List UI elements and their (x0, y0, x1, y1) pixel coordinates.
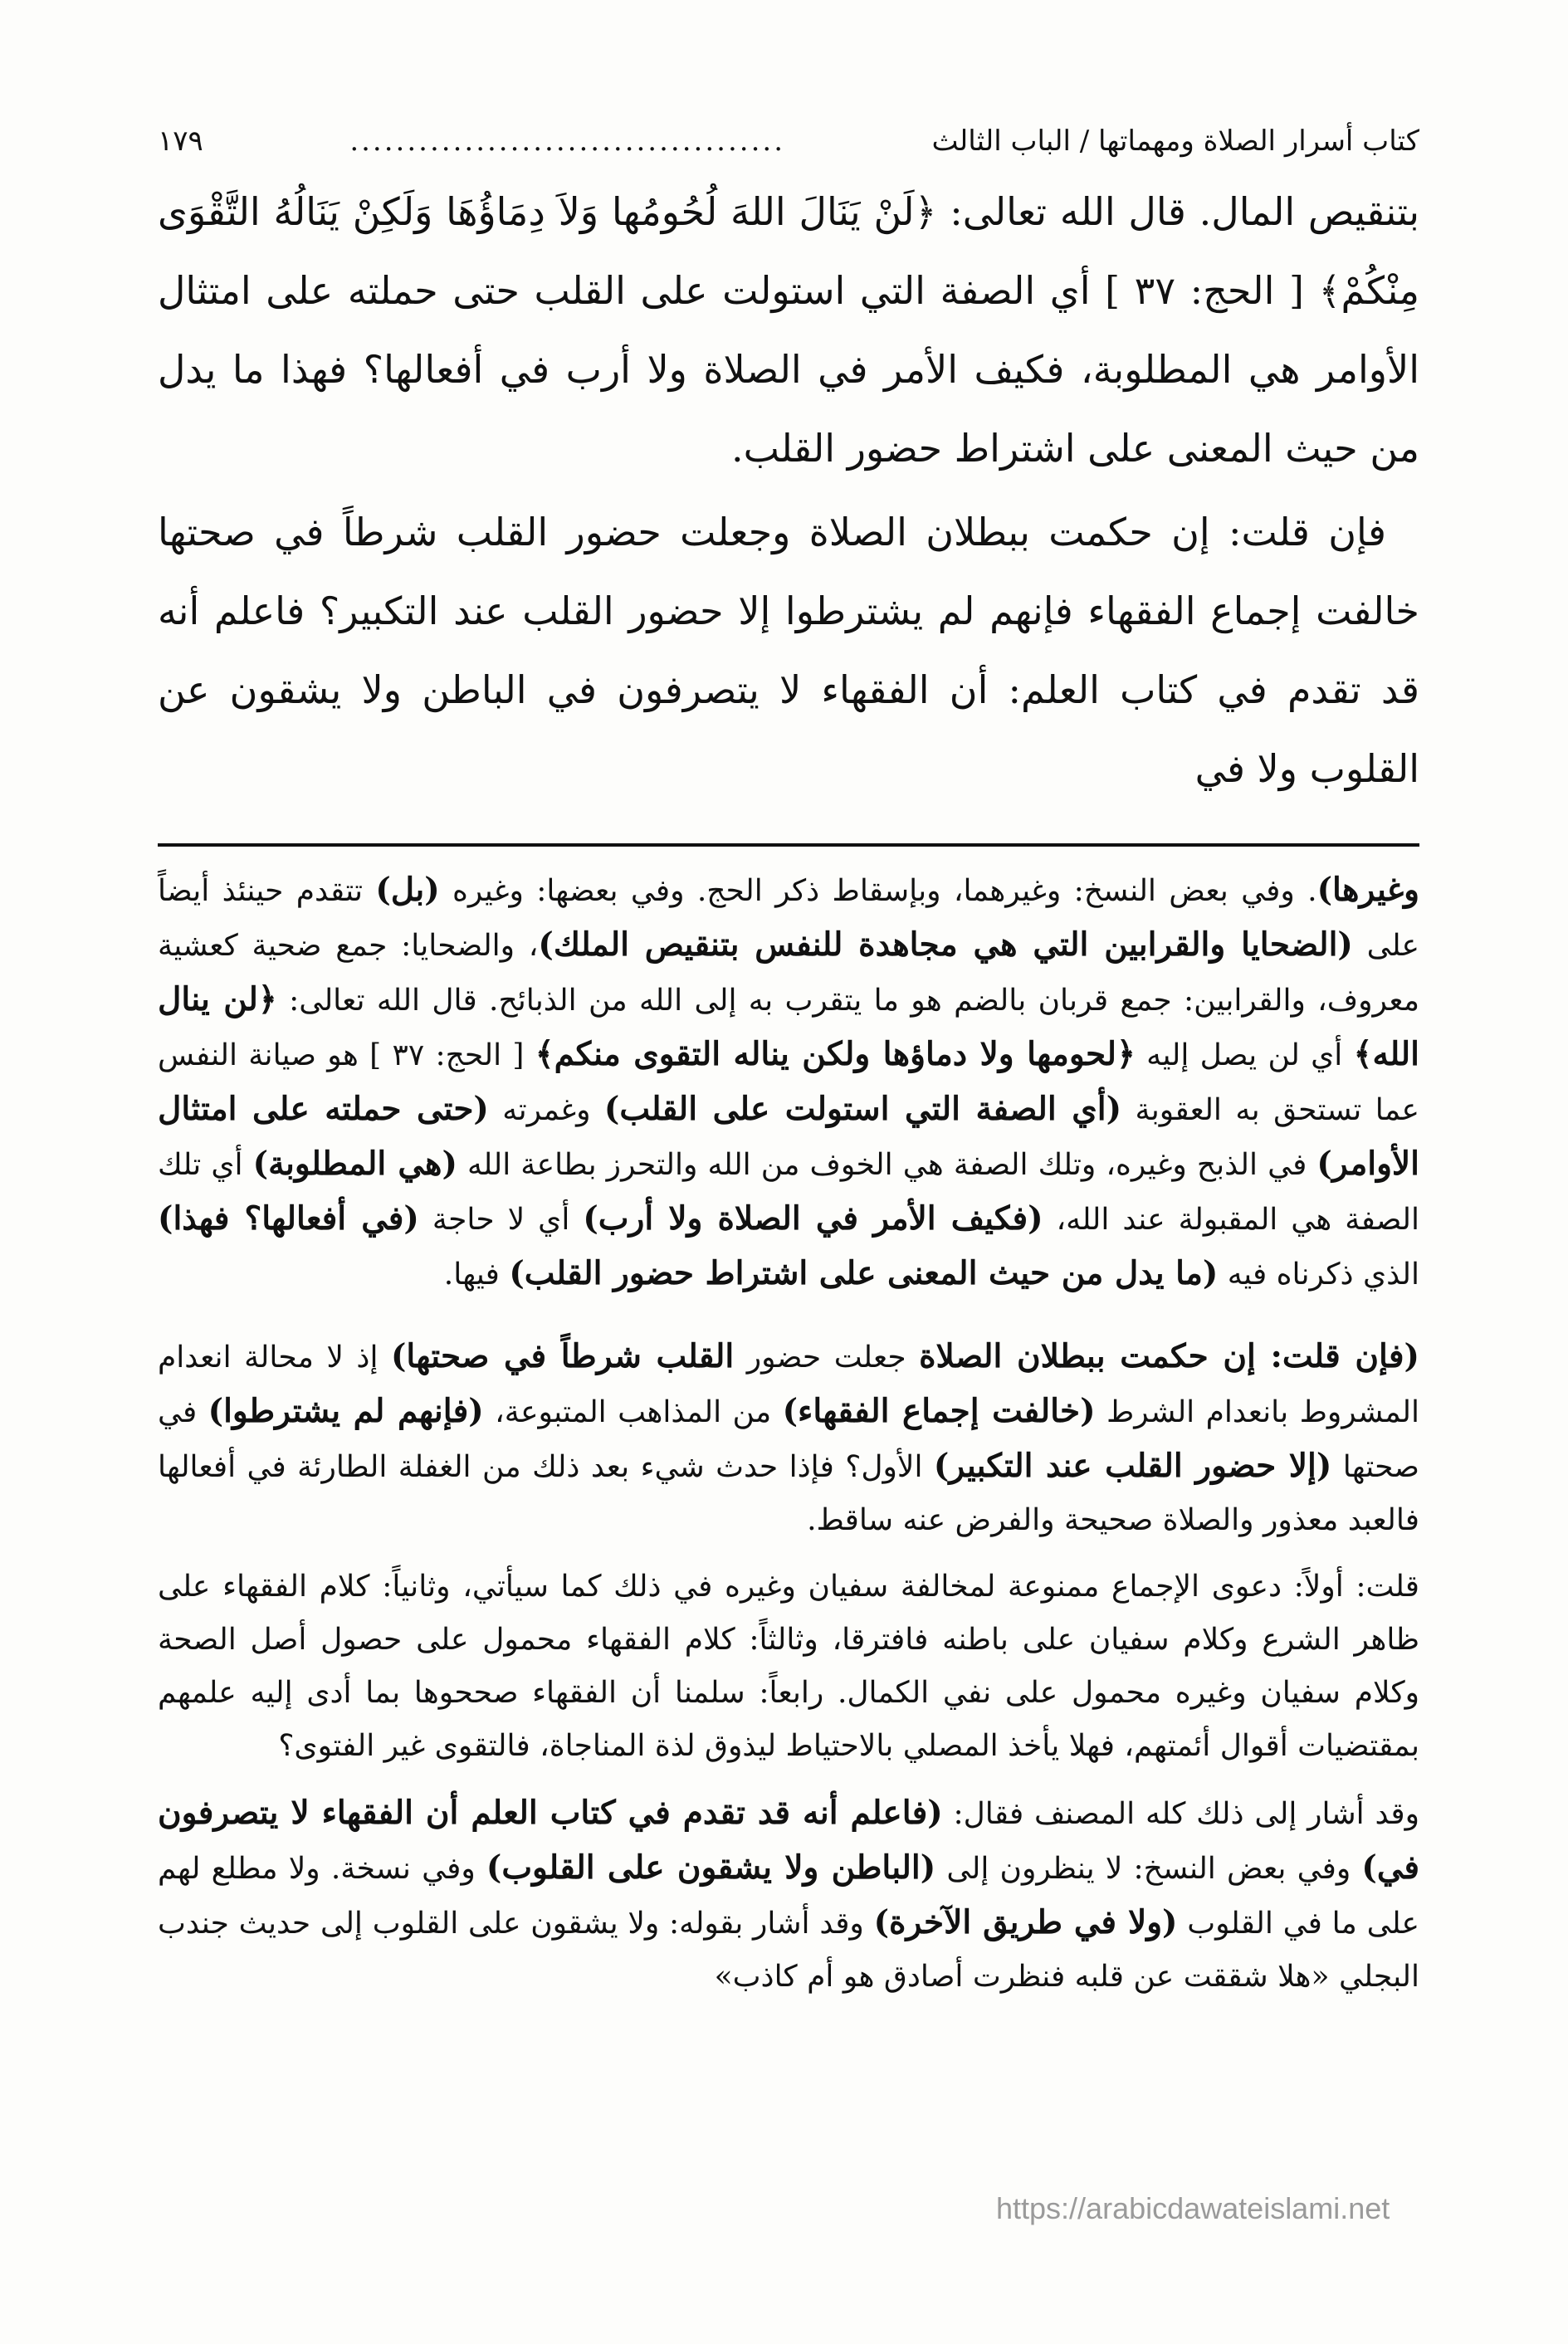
book-page (158, 125, 1419, 2004)
commentary-paragraph-1 (158, 863, 1419, 1301)
main-p1-rest: [ الحج: ٣٧ ] أي الصفة التي استولت على القلب حتى حملته على امتثال الأوامر هي المطلوبة، فكيف الأمر في الصلاة ولا أرب في أفعالها؟ فهذا ما يدل من حيث المعنى على اشتراط حضور القلب. (158, 268, 1419, 471)
commentary-text: إذ لا محالة انعدام المشروط بانعدام الشرط (158, 1340, 1420, 1429)
commentary-quoted-text: (فكيف الأمر في الصلاة ولا أرب) (583, 1199, 1043, 1238)
commentary (158, 863, 1419, 2004)
commentary-quoted-text: (الضحايا والقرابين التي هي مجاهدة للنفس بتنقيص الملك) (538, 925, 1353, 964)
commentary-text: وغمرته (488, 1093, 604, 1127)
header-dots: ...................................... (349, 125, 786, 158)
commentary-quoted-text: (ما يدل من حيث المعنى على اشتراط حضور القلب) (509, 1254, 1219, 1292)
main-paragraph-1 (158, 173, 1419, 488)
commentary-quoted-text: القلب شرطاً في صحتها) (390, 1337, 735, 1375)
main-p1-lead: بتنقيص المال. قال الله تعالى: (936, 189, 1419, 234)
commentary-text: جعلت حضور (734, 1340, 920, 1375)
commentary-text: ، والضحايا: جمع ضحية كعشية معروف، والقرابين: جمع قربان بالضم هو ما يتقرب به إلى الله من الذبائح. قال الله تعالى: (158, 929, 1420, 1018)
running-header (158, 125, 1419, 168)
running-title: كتاب أسرار الصلاة ومهماتها / الباب الثالث (931, 125, 1419, 158)
commentary-paragraph-2 (158, 1330, 1419, 1547)
main-text (158, 173, 1419, 808)
commentary-text: . وفي بعض النسخ: وغيرهما، وبإسقاط ذكر الحج. وفي بعضها: وغيره (439, 874, 1317, 908)
page-number: ١٧٩ (158, 125, 203, 158)
commentary-quoted-text: ﴿لحومها ولا دماؤها ولكن يناله التقوى منكم﴾ (535, 1035, 1136, 1073)
commentary-quoted-text: (ولا في طريق الآخرة) (873, 1903, 1178, 1941)
commentary-text: [ الحج: ٣٧ ] هو صيانة النفس عما تستحق به العقوبة (158, 1038, 1419, 1127)
commentary-text: أي لا حاجة (418, 1203, 584, 1237)
commentary-text: فيها. (443, 1257, 510, 1292)
commentary-text: من المذاهب المتبوعة، (483, 1395, 783, 1429)
commentary-text: وقد أشار إلى ذلك كله المصنف فقال: (942, 1797, 1419, 1831)
commentary-text: وفي بعض النسخ: لا ينظرون إلى (935, 1852, 1362, 1886)
commentary-text: أي تلك الصفة هي المقبولة عند الله، (158, 1148, 1419, 1237)
footnote-divider (158, 843, 1419, 847)
commentary-quoted-text: (فإن قلت: إن حكمت ببطلان الصلاة (919, 1337, 1419, 1375)
commentary-quoted-text: (بل) (375, 871, 440, 909)
commentary-paragraph-4 (158, 1786, 1419, 2004)
commentary-quoted-text: (خالفت إجماع الفقهاء) (782, 1392, 1096, 1430)
commentary-quoted-text: (فاعلم أنه قد تقدم في كتاب العلم أن الفقهاء لا يتصرفون في) (158, 1794, 1419, 1887)
commentary-quoted-text: (الباطن ولا يشقون على القلوب) (486, 1848, 936, 1887)
commentary-text: وفي نسخة. ولا مطلع لهم على ما في القلوب (158, 1852, 1419, 1941)
commentary-text: أي لن يصل إليه (1135, 1038, 1354, 1072)
commentary-quoted-text: (إلا حضور القلب عند التكبير) (933, 1447, 1332, 1485)
commentary-quoted-text: (فإنهم لم يشترطوا) (208, 1392, 484, 1430)
watermark-url: https://arabicdawateislami.net (996, 2191, 1390, 2225)
commentary-text: في صحتها (158, 1395, 1419, 1484)
commentary-paragraph-3: قلت: أولاً: دعوى الإجماع ممنوعة لمخالفة سفيان وغيره في ذلك كما سيأتي، وثانياً: كلام الفقهاء على ظاهر الشرع وكلام سفيان على باطنه فافترقا، وثالثاً: كلام الفقهاء محمول على حصول أصل الصحة وكلام سفيان وغيره محمول على نفي الكمال. رابعاً: سلمنا أن الفقهاء صححوها بما أدى إليه علمهم بمقتضيات أقوال أئمتهم، فهلا يأخذ المصلي بالاحتياط ليذوق لذة المناجاة، فالتقوى غير الفتوى؟ (158, 1570, 1419, 1763)
quran-verse: ﴿لَنْ يَنَالَ اللهَ لُحُومُها وَلاَ دِمَاؤُهَا وَلَكِنْ يَنَالُهُ التَّقْوَى مِنْكُمْ﴾ (158, 189, 1419, 313)
main-paragraph-2: فإن قلت: إن حكمت ببطلان الصلاة وجعلت حضور القلب شرطاً في صحتها خالفت إجماع الفقهاء فإنهم لم يشترطوا إلا حضور القلب عند التكبير؟ فاعلم أنه قد تقدم في كتاب العلم: أن الفقهاء لا يتصرفون في الباطن ولا يشقون عن القلوب ولا في (158, 510, 1419, 791)
commentary-quoted-text: وغيرها) (1316, 871, 1419, 909)
commentary-text: الذي ذكرناه فيه (1218, 1257, 1419, 1292)
commentary-text: الأول؟ فإذا حدث شيء بعد ذلك من الغفلة الطارئة في أفعالها فالعبد معذور والصلاة صحيحة والفرض عنه ساقط. (158, 1450, 1419, 1537)
commentary-text: في الذبح وغيره، وتلك الصفة هي الخوف من الله والتحرز بطاعة الله (457, 1148, 1317, 1182)
commentary-text: تتقدم حينئذ أيضاً على (158, 874, 1419, 963)
commentary-text: وقد أشار بقوله: ولا يشقون على القلوب إلى حديث جندب البجلي «هلا شققت عن قلبه فنظرت أصادق هو أم كاذب» (158, 1907, 1419, 1994)
commentary-quoted-text: ﴿لن ينال الله﴾ (158, 980, 1420, 1073)
commentary-quoted-text: (حتى حملته على امتثال الأوامر) (158, 1090, 1419, 1183)
commentary-quoted-text: (أي الصفة التي استولت على القلب) (603, 1090, 1122, 1128)
commentary-quoted-text: (هي المطلوبة) (252, 1145, 457, 1183)
commentary-quoted-text: (في أفعالها؟ فهذا) (158, 1199, 419, 1238)
